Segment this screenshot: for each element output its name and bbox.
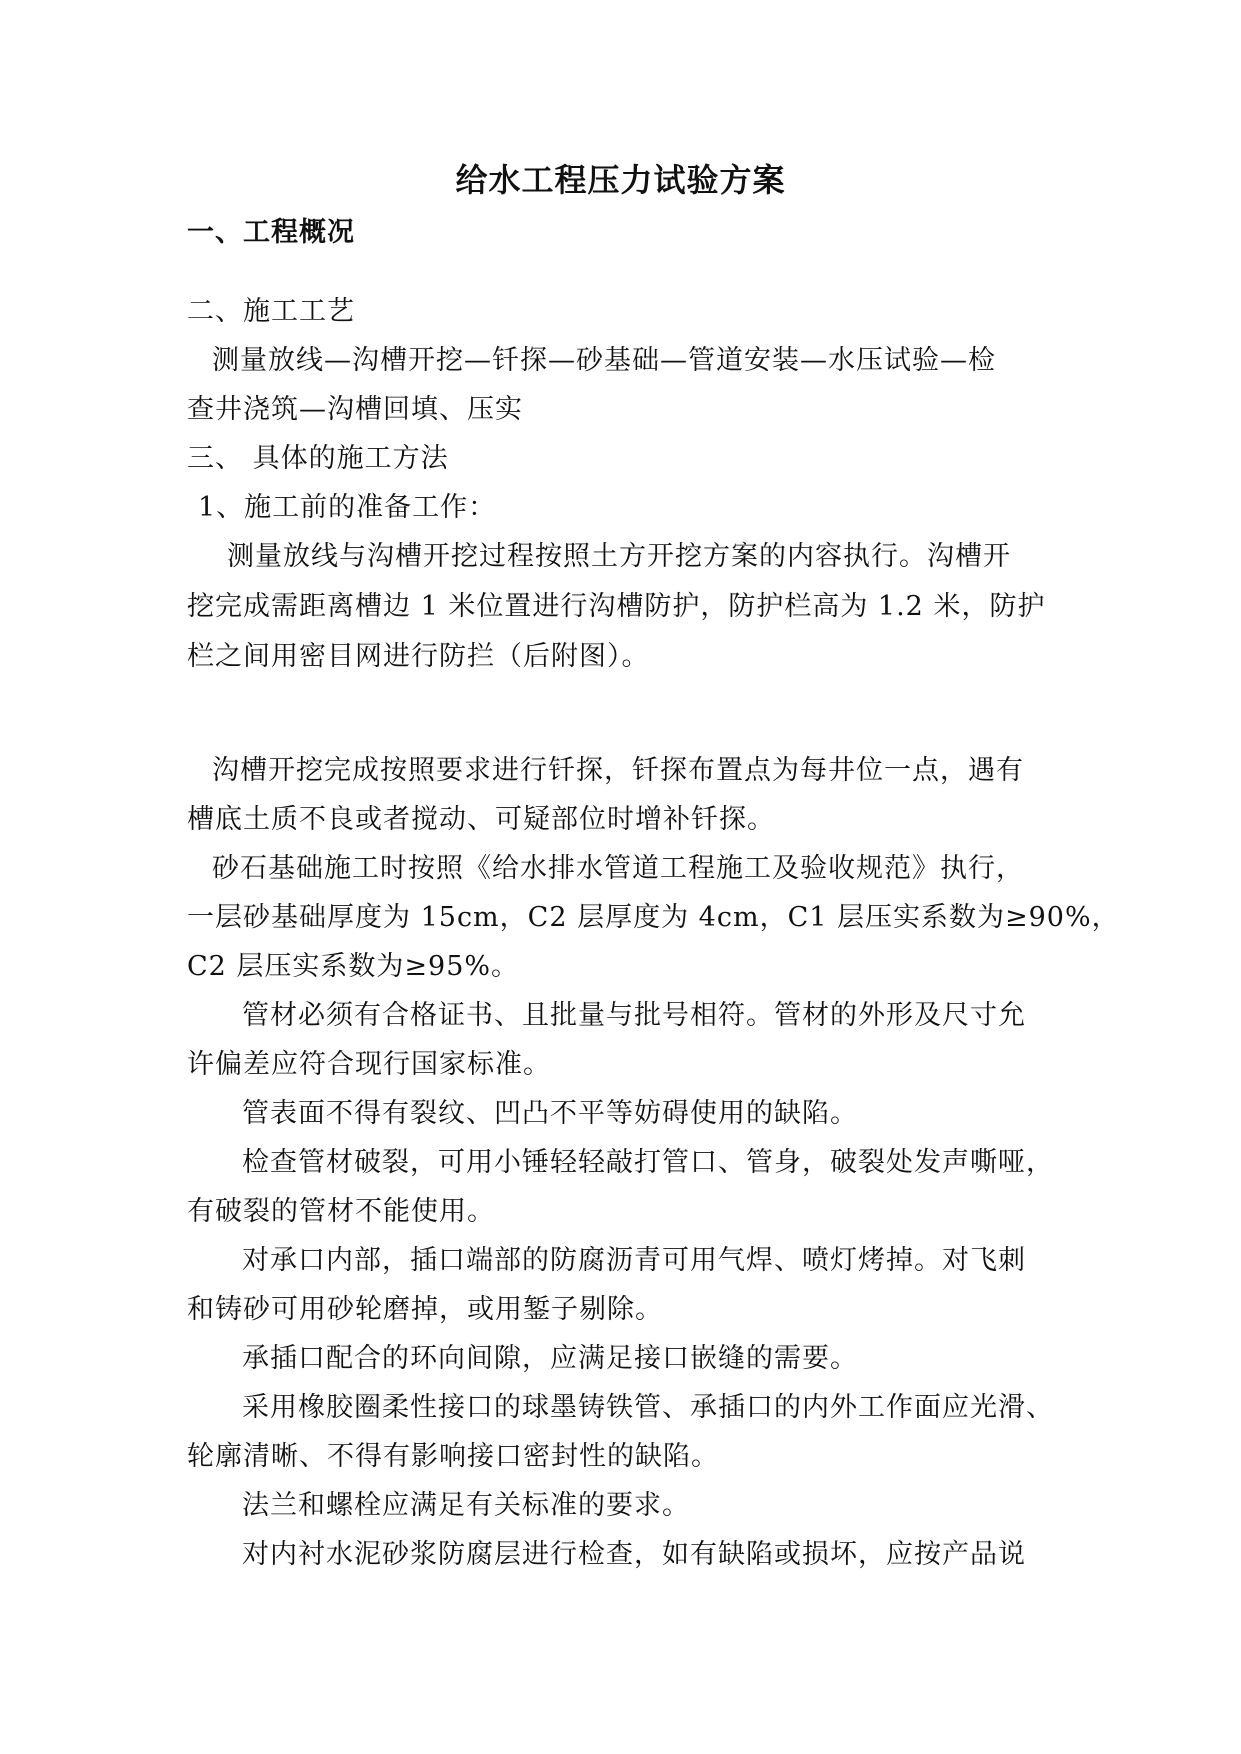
paragraph-line: 管表面不得有裂纹、凹凸不平等妨碍使用的缺陷。 xyxy=(242,1098,858,1129)
paragraph-line: 有破裂的管材不能使用。 xyxy=(187,1196,495,1227)
section-heading-methods: 三、 具体的施工方法 xyxy=(187,443,449,474)
section-heading-process: 二、施工工艺 xyxy=(187,296,355,327)
paragraph-line: 栏之间用密目网进行防拦（后附图）。 xyxy=(187,641,650,672)
paragraph-line: 轮廓清晰、不得有影响接口密封性的缺陷。 xyxy=(187,1441,719,1472)
paragraph-line: 承插口配合的环向间隙，应满足接口嵌缝的需要。 xyxy=(242,1343,858,1374)
process-line-1: 测量放线—沟槽开挖—钎探—砂基础—管道安装—水压试验—检 xyxy=(212,345,996,376)
paragraph-line: 沟槽开挖完成按照要求进行钎探，钎探布置点为每井位一点，遇有 xyxy=(212,755,1024,786)
paragraph-line: 对承口内部，插口端部的防腐沥青可用气焊、喷灯烤掉。对飞刺 xyxy=(242,1245,1026,1276)
process-line-2: 查井浇筑—沟槽回填、压实 xyxy=(187,394,523,425)
paragraph-line: 检查管材破裂，可用小锤轻轻敲打管口、管身，破裂处发声嘶哑， xyxy=(242,1147,1054,1178)
section-heading-overview: 一、工程概况 xyxy=(187,217,355,248)
paragraph-line: 一层砂基础厚度为 15cm，C2 层厚度为 4cm，C1 层压实系数为≥90%， xyxy=(187,902,1120,933)
paragraph-line: 采用橡胶圈柔性接口的球墨铸铁管、承插口的内外工作面应光滑、 xyxy=(242,1392,1054,1423)
paragraph-line: 对内衬水泥砂浆防腐层进行检查，如有缺陷或损坏，应按产品说 xyxy=(242,1539,1026,1570)
paragraph-line: C2 层压实系数为≥95%。 xyxy=(187,951,520,982)
paragraph-line: 和铸砂可用砂轮磨掉，或用錾子剔除。 xyxy=(187,1294,663,1325)
paragraph-line: 挖完成需距离槽边 1 米位置进行沟槽防护，防护栏高为 1.2 米，防护 xyxy=(187,591,1046,622)
paragraph-line: 测量放线与沟槽开挖过程按照土方开挖方案的内容执行。沟槽开 xyxy=(227,541,1011,572)
paragraph-line: 砂石基础施工时按照《给水排水管道工程施工及验收规范》执行， xyxy=(212,853,1024,884)
paragraph-line: 法兰和螺栓应满足有关标准的要求。 xyxy=(242,1490,690,1521)
paragraph-line: 槽底土质不良或者搅动、可疑部位时增补钎探。 xyxy=(187,804,775,835)
subheading-preparation: 1、施工前的准备工作： xyxy=(198,492,497,523)
paragraph-line: 管材必须有合格证书、且批量与批号相符。管材的外形及尺寸允 xyxy=(242,1000,1026,1031)
document-title: 给水工程压力试验方案 xyxy=(455,161,786,199)
paragraph-line: 许偏差应符合现行国家标准。 xyxy=(187,1049,551,1080)
